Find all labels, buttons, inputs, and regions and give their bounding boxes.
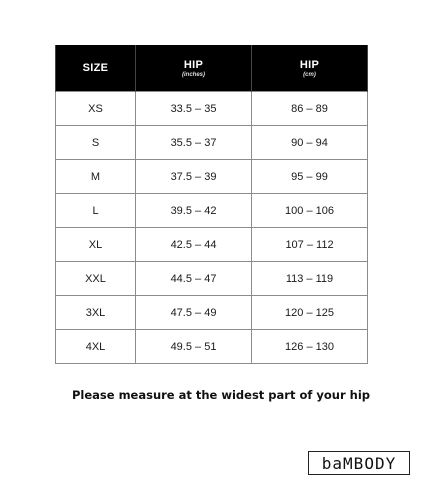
table-row — [56, 194, 368, 228]
size-cell: 3XL — [56, 296, 136, 330]
hip-cm-cell: 113 – 119 — [252, 262, 368, 296]
header-hip-inches-label: HIP — [183, 58, 204, 71]
table-header-row — [56, 45, 368, 92]
hip-cm-cell: 126 – 130 — [252, 330, 368, 364]
table-row — [56, 330, 368, 364]
hip-cm-cell: 120 – 125 — [252, 296, 368, 330]
table-row — [56, 262, 368, 296]
size-cell: XXL — [56, 262, 136, 296]
hip-inches-cell: 39.5 – 42 — [136, 194, 252, 228]
table-row — [56, 296, 368, 330]
header-hip-cm-label: HIP — [299, 58, 320, 71]
header-size-label: SIZE — [82, 62, 109, 74]
size-cell: XS — [56, 92, 136, 126]
hip-cm-cell: 95 – 99 — [252, 160, 368, 194]
table-row — [56, 228, 368, 262]
size-chart-table — [55, 45, 368, 364]
hip-inches-cell: 49.5 – 51 — [136, 330, 252, 364]
size-cell: 4XL — [56, 330, 136, 364]
table-row — [56, 160, 368, 194]
size-cell: S — [56, 126, 136, 160]
hip-cm-cell: 100 – 106 — [252, 194, 368, 228]
hip-inches-cell: 35.5 – 37 — [136, 126, 252, 160]
hip-inches-cell: 42.5 – 44 — [136, 228, 252, 262]
hip-cm-cell: 107 – 112 — [252, 228, 368, 262]
hip-inches-cell: 47.5 – 49 — [136, 296, 252, 330]
table-row — [56, 92, 368, 126]
measurement-note: Please measure at the widest part of your hip — [71, 388, 370, 402]
table-row — [56, 126, 368, 160]
hip-cm-cell: 86 – 89 — [252, 92, 368, 126]
hip-inches-cell: 44.5 – 47 — [136, 262, 252, 296]
brand-logo: baMBODY — [308, 451, 410, 475]
size-cell: L — [56, 194, 136, 228]
hip-cm-cell: 90 – 94 — [252, 126, 368, 160]
header-hip-cm — [252, 45, 368, 92]
hip-inches-cell: 33.5 – 35 — [136, 92, 252, 126]
header-hip-inches-unit: (inches) — [181, 71, 205, 78]
size-cell: XL — [56, 228, 136, 262]
size-cell: M — [56, 160, 136, 194]
header-size — [56, 45, 136, 92]
header-hip-inches — [136, 45, 252, 92]
header-hip-cm-unit: (cm) — [303, 71, 316, 78]
hip-inches-cell: 37.5 – 39 — [136, 160, 252, 194]
